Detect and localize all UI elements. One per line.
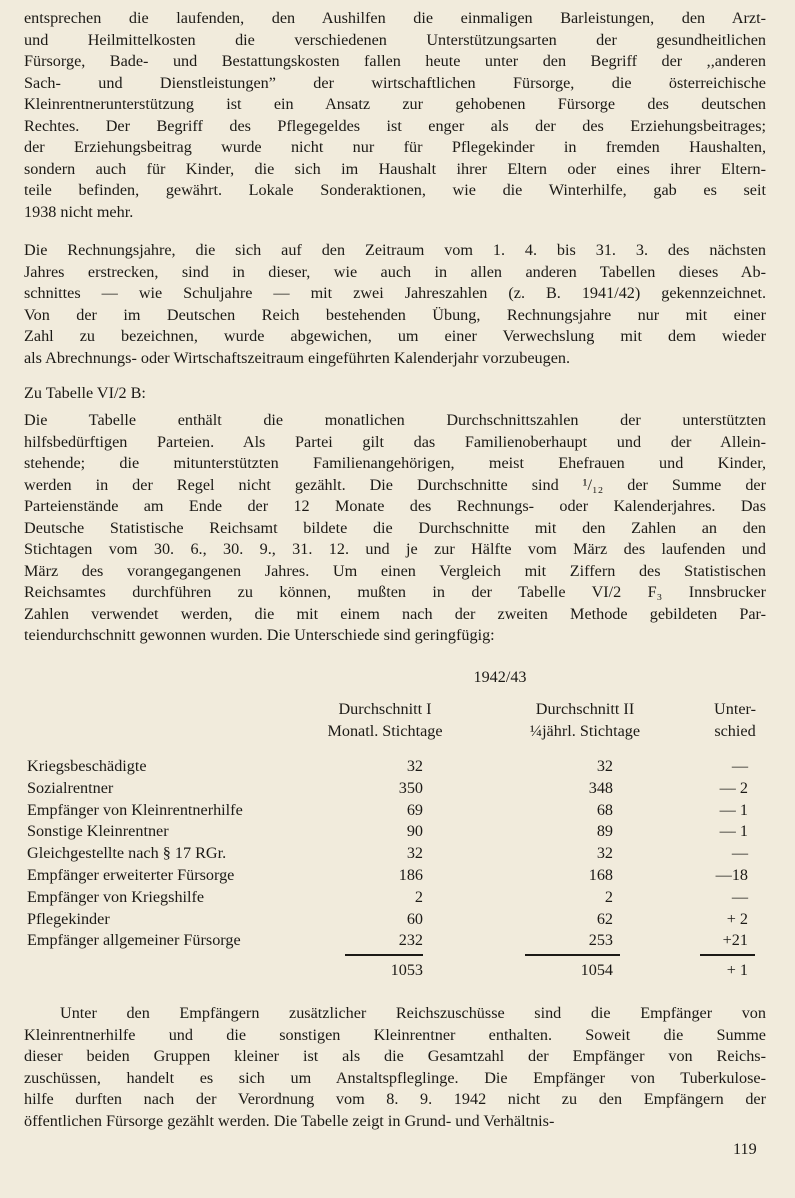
- total-diff: + 1: [726, 961, 748, 979]
- row-d1: 60: [406, 909, 423, 928]
- row-diff: + 2: [726, 909, 748, 928]
- row-label: Empfänger von Kleinrentnerhilfe: [27, 800, 243, 819]
- text-line: entsprechen die laufenden, den Aushilfen die einmaligen Barleistungen, den Arzt-: [24, 9, 766, 27]
- table-row: [27, 778, 767, 799]
- row-label: Empfänger allgemeiner Fürsorge: [27, 931, 241, 950]
- text-line: Zahlen verwendet werden, die mit einem nach der zweiten Methode gebildeten Par-: [24, 604, 766, 623]
- row-d2: 62: [596, 909, 613, 928]
- table-row: [27, 843, 767, 864]
- text-line: teiendurchschnitt gewonnen wurden. Die Unterschiede sind geringfügig:: [24, 626, 495, 644]
- text-line: März des vorangegangenen Jahres. Um einen Vergleich mit Ziffern des Statistischen: [24, 561, 766, 580]
- text-line: Die Rechnungsjahre, die sich auf den Zeitraum vom 1. 4. bis 31. 3. des nächsten: [24, 241, 766, 259]
- text-line: Rechtes. Der Begriff des Pflegegeldes ist enger als der des Erziehungsbeitrages;: [24, 116, 766, 135]
- column-header-line: ¼jährl. Stichtage: [529, 722, 641, 740]
- text-line: Parteienstände am Ende der 12 Monate des Rechnungs- oder Kalenderjahres. Das: [24, 497, 766, 515]
- column-header-line: Unter-: [714, 700, 756, 718]
- row-d1: 232: [398, 931, 423, 950]
- row-d2: 253: [588, 931, 613, 950]
- row-d1: 69: [406, 800, 423, 819]
- table-total-row: [27, 960, 767, 981]
- row-d1: 32: [406, 757, 423, 775]
- column-header-line: schied: [714, 722, 756, 740]
- section-heading: Zu Tabelle VI/2 B:: [24, 384, 146, 402]
- row-d2: 2: [604, 887, 613, 906]
- row-d2: 68: [596, 800, 613, 819]
- row-label: Gleichgestellte nach § 17 RGr.: [27, 844, 227, 863]
- paragraph-3: [24, 410, 766, 647]
- row-diff: — 1: [719, 822, 748, 841]
- row-d2: 89: [596, 822, 613, 841]
- table-year: 1942/43: [473, 668, 527, 686]
- text-line: Fürsorge, Bade- und Bestattungskosten fallen heute unter den Begriff der ,,anderen: [24, 52, 766, 70]
- text-line: Reichsamtes durchführen zu können, mußten in der Tabelle VI/2 F₃ Innsbrucker: [24, 583, 766, 601]
- sum-rule-col3: [700, 954, 755, 956]
- table-row: [27, 800, 767, 821]
- total-d1: 1053: [390, 961, 423, 979]
- text-line: werden in der Regel nicht gezählt. Die Durchschnitte sind ¹/₁₂ der Summe der: [24, 475, 766, 494]
- row-diff: —18: [715, 866, 748, 884]
- row-diff: —: [731, 844, 748, 863]
- column-header-line: Durchschnitt I: [338, 700, 432, 718]
- row-d1: 350: [398, 778, 423, 797]
- text-line: der Erziehungsbeitrag wurde nicht nur für Pflegekinder in fremden Haushalten,: [24, 138, 766, 156]
- column-header-unterschied: [695, 698, 775, 742]
- row-d1: 90: [406, 822, 423, 841]
- text-line: Unter den Empfängern zusätzlicher Reichszuschüsse sind die Empfänger von: [60, 1004, 766, 1022]
- paragraph-2: [24, 240, 766, 369]
- text-line: hilfsbedürftigen Parteien. Als Partei gilt das Familienoberhaupt und der Allein-: [24, 432, 766, 451]
- row-d2: 168: [588, 866, 613, 884]
- row-label: Sozialrentner: [27, 778, 114, 797]
- text-line: als Abrechnungs- oder Wirtschaftszeitraum eingeführten Kalenderjahr vorzubeugen.: [24, 348, 571, 367]
- table-row: [27, 756, 767, 777]
- total-d2: 1054: [580, 961, 613, 979]
- text-line: Kleinrentnerunterstützung ist ein Ansatz zur gehobenen Fürsorge des deutschen: [24, 95, 766, 113]
- text-line: 1938 nicht mehr.: [24, 202, 134, 221]
- text-line: Kleinrentnerhilfe und die sonstigen Kleinrentner enthalten. Soweit die Summe: [24, 1025, 766, 1044]
- table-row: [27, 865, 767, 886]
- row-label: Sonstige Kleinrentner: [27, 822, 169, 841]
- text-line: schnittes — wie Schuljahre — mit zwei Jahreszahlen (z. B. 1941/42) gekennzeichnet.: [24, 284, 766, 302]
- row-d1: 32: [406, 844, 423, 863]
- row-diff: —: [731, 887, 748, 906]
- table-row: [27, 930, 767, 951]
- row-d2: 348: [588, 778, 613, 797]
- row-diff: —: [731, 757, 748, 775]
- row-diff: — 1: [719, 800, 748, 819]
- row-d1: 2: [414, 887, 423, 906]
- paragraph-4: [24, 1003, 766, 1132]
- column-header-line: Durchschnitt II: [535, 700, 635, 718]
- text-line: sondern auch für Kinder, die sich im Haushalt ihrer Eltern oder eines ihrer Eltern-: [24, 159, 766, 178]
- text-line: und Heilmittelkosten die verschiedenen Unterstützungsarten der gesundheitlichen: [24, 30, 766, 49]
- row-d2: 32: [596, 844, 613, 863]
- text-line: teile befinden, gewährt. Lokale Sonderaktionen, wie die Winterhilfe, gab es seit: [24, 181, 766, 199]
- text-line: Sach- und Dienstleistungen” der wirtschaftlichen Fürsorge, die österreichische: [24, 73, 766, 92]
- column-header-durchschnitt-1: [300, 698, 470, 742]
- row-label: Kriegsbeschädigte: [27, 757, 147, 775]
- row-label: Empfänger von Kriegshilfe: [27, 887, 205, 906]
- sum-rule-col2: [525, 954, 620, 956]
- row-d2: 32: [596, 757, 613, 775]
- paragraph-1: [24, 8, 766, 223]
- text-line: öffentlichen Fürsorge gezählt werden. Die Tabelle zeigt in Grund- und Verhältnis-: [24, 1111, 555, 1130]
- text-line: Die Tabelle enthält die monatlichen Durchschnittszahlen der unterstützten: [24, 411, 766, 429]
- table-row: [27, 887, 767, 908]
- row-diff: — 2: [719, 778, 748, 797]
- text-line: Zahl zu bezeichnen, wurde abgewichen, um einer Verwechslung mit dem wieder: [24, 327, 766, 345]
- text-line: Stichtagen vom 30. 6., 30. 9., 31. 12. und je zur Hälfte vom März des laufenden und: [24, 540, 766, 558]
- table-row: [27, 821, 767, 842]
- text-line: hilfe durften nach der Verordnung vom 8. 9. 1942 nicht zu den Empfängern der: [24, 1090, 766, 1108]
- column-header-durchschnitt-2: [500, 698, 670, 742]
- text-line: Von der im Deutschen Reich bestehenden Übung, Rechnungsjahre nur mit einer: [24, 305, 766, 324]
- sum-rule-col1: [345, 954, 423, 956]
- text-line: Jahres erstrecken, sind in dieser, wie auch in allen anderen Tabellen dieses Ab-: [24, 262, 766, 281]
- row-label: Empfänger erweiterter Fürsorge: [27, 866, 235, 884]
- text-line: zuschüssen, handelt es sich um Anstaltspfleglinge. Die Empfänger von Tuberkulose-: [24, 1068, 766, 1087]
- text-line: stehende; die mitunterstützten Familienangehörigen, meist Ehefrauen und Kinder,: [24, 454, 766, 472]
- column-header-line: Monatl. Stichtage: [327, 722, 443, 740]
- row-d1: 186: [398, 866, 423, 884]
- row-diff: +21: [722, 931, 748, 950]
- page-number: 119: [733, 1140, 757, 1158]
- text-line: Deutsche Statistische Reichsamt bildete die Durchschnitte mit den Zahlen an den: [24, 518, 766, 537]
- table-row: [27, 909, 767, 930]
- row-label: Pflegekinder: [27, 909, 110, 928]
- text-line: dieser beiden Gruppen kleiner ist als die Gesamtzahl der Empfänger von Reichs-: [24, 1047, 766, 1065]
